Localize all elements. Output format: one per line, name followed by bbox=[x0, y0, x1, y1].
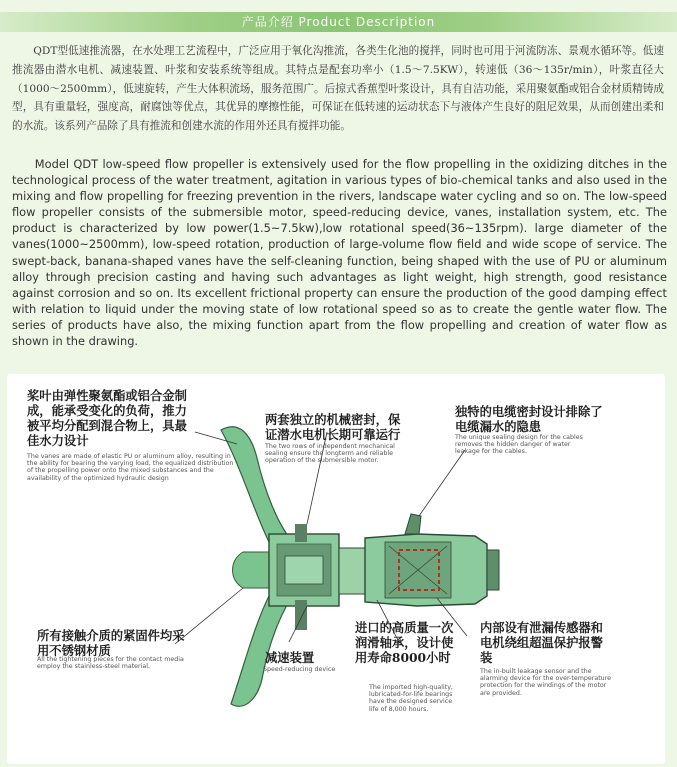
callout-bearing-en: The imported high-quality, lubricated-for-life bearings have the designed service life of 8,000 hours. bbox=[369, 684, 453, 713]
callout-cable-cn: 独特的电缆密封设计排除了电缆漏水的隐患 bbox=[455, 404, 603, 434]
callout-stainless-cn: 所有接触介质的紧固件均采用不锈钢材质 bbox=[37, 628, 185, 658]
callout-reducer-cn: 减速装置 bbox=[265, 650, 315, 665]
callout-reducer-en: Speed-reducing device bbox=[263, 666, 336, 673]
end-cap bbox=[487, 550, 499, 590]
section-header bbox=[0, 12, 677, 32]
callout-sensor-en: The in-built leakage sensor and the alarming device for the over-temperature protection for the windings of the motor are provided. bbox=[480, 668, 611, 697]
callout-cable-en: The unique sealing design for the cables removes the hidden danger of water leakage for the cables. bbox=[455, 434, 583, 456]
coupling bbox=[339, 548, 365, 594]
intro-chinese: QDT型低速推流器，在水处理工艺流程中，广泛应用于氧化沟推流，各类生化池的搅拌，同时也可用于河流防冻、景观水循环等。低速推流器由潜水电机、减速装置、叶浆和安装系统等组成。其特点是配套功率小（1.5～7.5KW），转速低（36～135r/min），叶浆直径大（1000～2500mm），低速旋转，产生大体积流场，服务范围广。后掠式香蕉型叶浆设计，具有自洁功能，采用聚氨酯或铝合金材质精铸成型，具有重量轻，强度高，耐腐蚀等优点，其优异的摩擦性能，可保证在低转速的运动状态下与液体产生良好的阻尼效果，从而创建出柔和的水流。该系列产品除了具有推流和创建水流的作用外还具有搅拌功能。 bbox=[12, 45, 664, 133]
callout-sensor-cn: 内部设有泄漏传感器和电机绕组超温保护报警装 bbox=[480, 620, 603, 665]
callout-seals-cn: 两套独立的机械密封，保证潜水电机长期可靠运行 bbox=[265, 412, 401, 442]
hub bbox=[233, 552, 270, 588]
callout-vanes-en: The vanes are made of elastic PU or aluminum alloy, resulting in the ability for bearing the varying load, the equalized distribution of the propelling power onto the mixed substances and the availability of the optimized hydraulic design bbox=[27, 453, 234, 482]
cable-gland bbox=[405, 514, 421, 534]
section-title: 产品介绍 Product Description bbox=[241, 15, 436, 29]
propeller-diagram bbox=[7, 374, 665, 764]
callout-seals-en: The two rows of independent mechanical sealing ensure the longterm and reliable operation of the submersible motor. bbox=[265, 443, 395, 465]
callout-vanes-cn: 桨叶由弹性聚氨酯或铝合金制成，能承受变化的负荷，推力被平均分配到混合物上，具最佳水力设计 bbox=[27, 388, 187, 448]
callout-bearing-cn: 进口的高质量一次润滑轴承，设计使用寿命8000小时 bbox=[355, 620, 454, 665]
intro-english: Model QDT low-speed flow propeller is extensively used for the flow propelling in the oxidizing ditches in the technological process of the water treatment, agitation in various types of bio-chemical tanks and also used in the mixing and flow propelling for freezing prevention in the rivers, landscape water cycling and so on. The low-speed flow propeller consists of the submersible motor, speed-reducing device, vanes, installation system, etc. The product is characterized by low power(1.5~7.5kw),low rotational speed(36~135rpm). large diameter of the vanes(1000~2500mm), low-speed rotation, production of large-volume flow field and wide scope of service. The swept-back, banana-shaped vanes have the self-cleaning function, being shaped with the use of PU or aluminum alloy through precision casting and having such advantages as light weight, high strength, good resistance against corrosion and so on. Its excellent frictional property can ensure the production of the good damping effect with relation to liquid under the moving state of low rotational speed so as to create the gentle water flow. The series of products have also, the mixing function apart from the flow propelling and creation of water flow as shown in the drawing. bbox=[12, 157, 667, 349]
callout-stainless-en: All the tightening pieces for the contact media employ the stainless-steel material. bbox=[37, 656, 184, 671]
shaft-bracket bbox=[295, 524, 307, 542]
